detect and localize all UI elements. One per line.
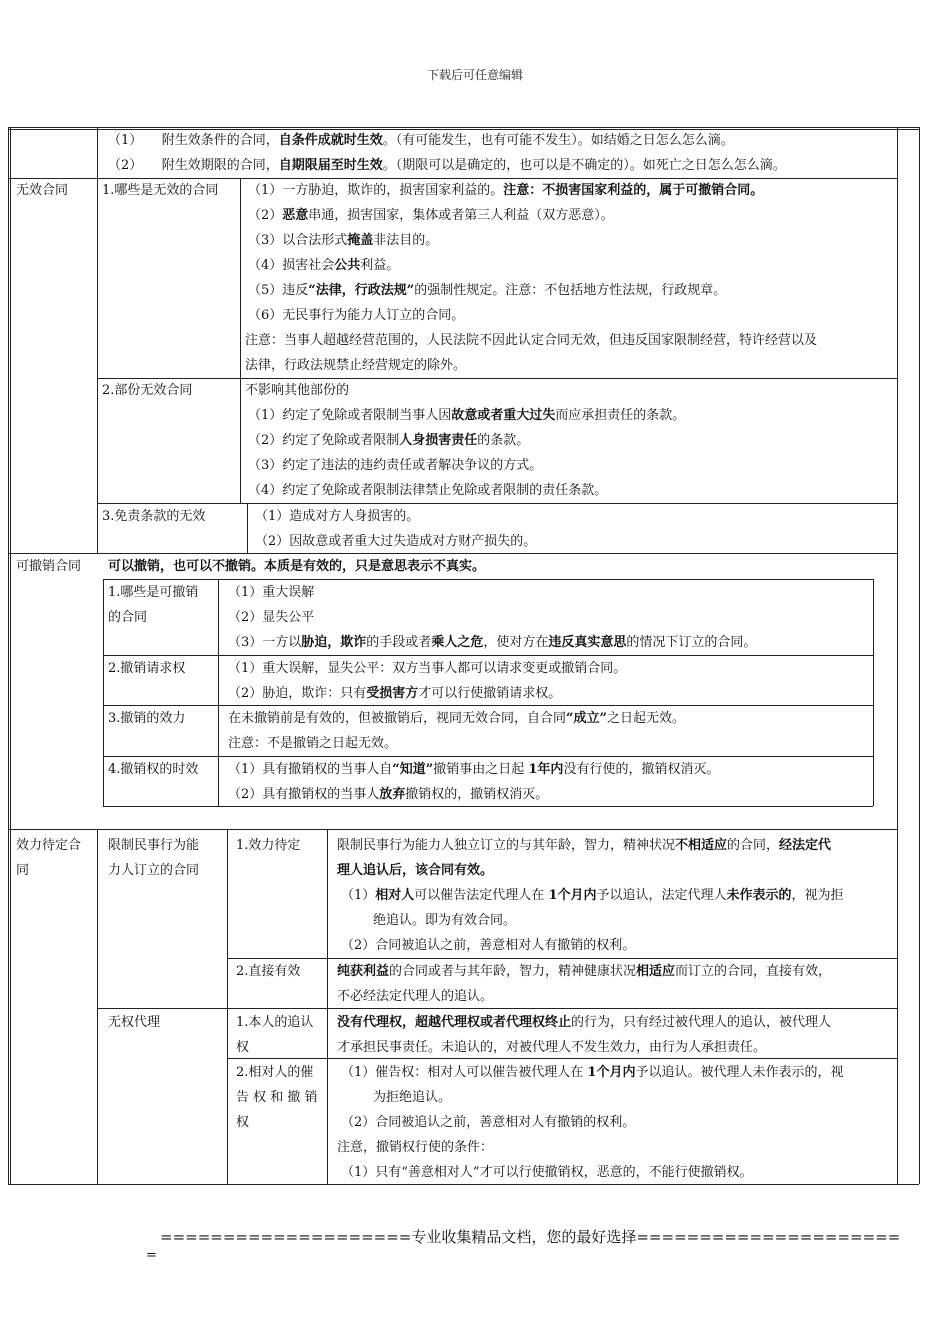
text-run: （2）胁迫，欺诈：只有 [228, 686, 367, 701]
table-text-line [248, 257, 399, 275]
table-text-line [245, 357, 466, 375]
footer-line-2: = [146, 1248, 157, 1263]
table-rule-v [240, 178, 241, 503]
table-text-line [236, 1089, 318, 1107]
text-run: 的合同， [727, 838, 780, 853]
text-run: 。（有可能发生，也有可能不发生）。如结婚之日怎么怎么滴。 [382, 133, 734, 148]
table-text-line [341, 1064, 843, 1082]
text-run: 经法定代 [779, 838, 832, 853]
text-run: 掩盖 [347, 233, 374, 248]
text-run: （1）一方胁迫，欺诈的，损害国家利益的。 [248, 183, 504, 198]
table-rule-v [873, 579, 874, 806]
text-run: 的条款。 [477, 433, 530, 448]
text-run: （2） 附生效期限的合同， [108, 158, 279, 173]
table-text-line [248, 182, 763, 200]
text-run: 1个月内 [587, 1065, 636, 1080]
table-text-line [108, 1014, 160, 1032]
text-run: （1）催告权：相对人可以催告被代理人在 [341, 1065, 588, 1080]
table-text-line [245, 382, 349, 400]
text-run: （3）约定了违法的违约责任或者解决争议的方式。 [248, 458, 543, 473]
table-text-line [102, 508, 205, 526]
table-text-line [248, 232, 438, 250]
text-run: 人身损害责任 [399, 433, 478, 448]
table-text-line [236, 1039, 249, 1057]
table-text-line [16, 837, 81, 855]
text-run: 2.撤销请求权 [108, 661, 186, 676]
text-run: 胁迫，欺诈 [301, 635, 367, 650]
text-run: 1.哪些是可撤销 [108, 585, 199, 600]
table-text-line [16, 862, 29, 880]
text-run: （2）合同被追认之前，善意相对人有撤销的权利。 [341, 938, 636, 953]
table-rule-v [327, 829, 328, 1184]
text-run: 2.部份无效合同 [102, 383, 193, 398]
table-rule-h [97, 378, 897, 379]
text-run: 违反真实意思 [548, 635, 627, 650]
text-run: 限制民事行为能 [108, 838, 200, 853]
table-rule-h [8, 553, 897, 554]
table-text-line [337, 1039, 766, 1057]
table-text-line [248, 432, 529, 450]
table-text-line [236, 963, 300, 981]
table-rule-v [97, 127, 98, 553]
text-run: 的合同或者与其年龄，智力，精神健康状况 [389, 964, 637, 979]
table-text-line [228, 609, 314, 627]
text-run: 法律，行政法规禁止经营规定的除外。 [245, 358, 467, 373]
table-text-line [108, 837, 199, 855]
text-run: “知道” [392, 762, 434, 777]
text-run: 注意：不是撤销之日起无效。 [228, 736, 398, 751]
text-run: （2）约定了免除或者限制 [248, 433, 400, 448]
table-text-line [236, 1014, 313, 1032]
text-run: 不相适应 [675, 838, 728, 853]
text-run: （2）因故意或者重大过失造成对方财产损失的。 [255, 534, 537, 549]
text-run: 的合同 [108, 610, 148, 625]
table-text-line [373, 1089, 451, 1107]
text-run: 4.撤销权的时效 [108, 762, 199, 777]
table-text-line [341, 937, 635, 955]
text-run: 恶意 [282, 208, 309, 223]
text-run: （2）合同被追认之前，善意相对人有撤销的权利。 [341, 1115, 636, 1130]
text-run: 3.免责条款的无效 [102, 509, 206, 524]
table-text-line [108, 609, 147, 627]
text-run: （1）重大误解，显失公平：双方当事人都可以请求变更或撤销合同。 [228, 661, 627, 676]
table-text-line [228, 634, 756, 652]
text-run: 放弃 [379, 787, 406, 802]
table-text-line [108, 558, 485, 576]
text-run: 1个月内 [548, 888, 597, 903]
text-run: （1）约定了免除或者限制当事人因 [248, 408, 452, 423]
text-run: 效力待定合 [16, 838, 82, 853]
table-text-line [16, 558, 81, 576]
text-run: 理人追认后，该合同有效。 [337, 863, 494, 878]
text-run: 才承担民事责任。未追认的，对被代理人不发生效力，由行为人承担责任。 [337, 1040, 767, 1055]
text-run: 才可以行使撤销请求权。 [418, 686, 562, 701]
text-run: （4）损害社会 [248, 258, 335, 273]
text-run: 未作表示的 [726, 888, 792, 903]
text-run: 无权代理 [108, 1015, 161, 1030]
table-rule-v [103, 579, 104, 806]
text-run: 可撤销合同 [16, 559, 82, 574]
table-text-line [248, 307, 464, 325]
text-run: （1）只有“善意相对人”才可以行使撤销权，恶意的，不能行使撤销权。 [341, 1165, 753, 1180]
text-run: 受损害方 [366, 686, 419, 701]
text-run: 自条件成就时生效 [278, 133, 383, 148]
text-run: 不必经法定代理人的追认。 [337, 989, 494, 1004]
table-text-line [102, 382, 192, 400]
text-run: 不影响其他部份的 [245, 383, 350, 398]
table-text-line [337, 862, 493, 880]
text-run: 无效合同 [16, 183, 69, 198]
table-text-line [248, 282, 726, 300]
text-run: 的情况下订立的合同。 [626, 635, 757, 650]
text-run: 1.本人的追认 [236, 1015, 314, 1030]
text-run: 的行为，只有经过被代理人的追认，被代理人 [571, 1015, 832, 1030]
table-text-line [236, 1114, 249, 1132]
text-run: 没有代理权，超越代理权或者代理权终止 [337, 1015, 572, 1030]
table-rule-v [10, 127, 11, 1184]
text-run: （1）造成对方人身损害的。 [255, 509, 420, 524]
text-run: 可以撤销，也可以不撤销。本质是有效的，只是意思表示不真实。 [108, 559, 486, 574]
text-run: 1.效力待定 [236, 838, 301, 853]
text-run: 予以追认，法定代理人 [596, 888, 727, 903]
text-run: （1） 附生效条件的合同， [108, 133, 279, 148]
table-text-line [108, 157, 786, 175]
table-text-line [108, 761, 198, 779]
text-run: （2）显失公平 [228, 610, 315, 625]
table-text-line [108, 660, 185, 678]
table-rule-h [8, 127, 919, 128]
table-text-line [228, 660, 626, 678]
text-run: 绝追认。即为有效合同。 [373, 913, 517, 928]
text-run: 注意：不损害国家利益的，属于可撤销合同。 [503, 183, 764, 198]
table-text-line [248, 407, 685, 425]
text-run: 。（期限可以是确定的，也可以是不确定的）。如死亡之日怎么怎么滴。 [382, 158, 786, 173]
table-text-line [245, 332, 817, 350]
text-run: 权 [236, 1040, 250, 1055]
table-text-line [228, 735, 397, 753]
table-text-line [108, 710, 185, 728]
text-run: 公共 [334, 258, 361, 273]
table-text-line [102, 182, 218, 200]
table-rule-h [8, 129, 919, 130]
table-text-line [228, 761, 719, 779]
table-rule-v [8, 127, 9, 1184]
table-rule-h [8, 829, 897, 830]
text-run: 乘人之危 [431, 635, 484, 650]
text-run: ，视为拒 [791, 888, 844, 903]
table-text-line [228, 584, 314, 602]
table-text-line [108, 132, 734, 150]
table-text-line [236, 837, 300, 855]
text-run: 的手段或者 [366, 635, 432, 650]
table-text-line [228, 685, 561, 703]
text-run: 予以追认。被代理人未作表示的，视 [635, 1065, 844, 1080]
text-run: 的强制性规定。注意：不包括地方性法规，行政规章。 [414, 283, 727, 298]
text-run: （1）重大误解 [228, 585, 315, 600]
table-rule-h [97, 503, 897, 504]
text-run: 权 [236, 1115, 250, 1130]
text-run: （5）违反 [248, 283, 309, 298]
table-rule-h [103, 806, 873, 807]
table-text-line [341, 887, 844, 905]
table-text-line [248, 207, 614, 225]
text-run: 撤销事由之日起 [433, 762, 529, 777]
text-run: 告 权 和 撤 销 [236, 1090, 318, 1105]
table-text-line [16, 182, 68, 200]
text-run: 1年内 [528, 762, 564, 777]
text-run: 相对人 [375, 888, 415, 903]
table-text-line [255, 533, 536, 551]
text-run: 串通，损害国家，集体或者第三人利益（双方恶意）。 [308, 208, 614, 223]
table-rule-v [218, 579, 219, 806]
table-text-line [248, 482, 607, 500]
table-text-line [108, 584, 198, 602]
text-run: 同 [16, 863, 30, 878]
table-rule-h [8, 1184, 919, 1185]
text-run: 2.直接有效 [236, 964, 301, 979]
text-run: 注意，撤销权行使的条件： [337, 1140, 494, 1155]
table-text-line [248, 457, 542, 475]
page-header: 下载后可任意编辑 [426, 68, 523, 82]
table-text-line [337, 963, 831, 981]
text-run: 纯获利益 [337, 964, 390, 979]
table-text-line [236, 1064, 313, 1082]
table-text-line [255, 508, 419, 526]
text-run: 故意或者重大过失 [451, 408, 556, 423]
text-run: 3.撤销的效力 [108, 711, 186, 726]
text-run: 没有行使的，撤销权消灭。 [563, 762, 720, 777]
table-text-line [228, 786, 548, 804]
table-rule-v [247, 503, 248, 553]
text-run: 力人订立的合同 [108, 863, 200, 878]
table-text-line [337, 988, 493, 1006]
table-rule-h [8, 178, 897, 179]
table-rule-v [919, 127, 920, 1184]
table-text-line [341, 1114, 635, 1132]
table-text-line [337, 1139, 493, 1157]
text-run: 非法目的。 [373, 233, 439, 248]
footer-line: ====================专业收集精品文档，您的最好选择===================== [160, 1228, 901, 1246]
text-run: 利益。 [360, 258, 400, 273]
text-run: 可以催告法定代理人在 [414, 888, 549, 903]
text-run: 自期限届至时生效 [278, 158, 383, 173]
text-run: 相适应 [636, 964, 676, 979]
table-rule-v [97, 829, 98, 1184]
table-text-line [373, 912, 516, 930]
table-rule-v [227, 829, 228, 1184]
table-text-line [337, 837, 831, 855]
text-run: “成立” [566, 711, 607, 726]
text-run: 撤销权的，撤销权消灭。 [405, 787, 549, 802]
text-run: 而应承担责任的条款。 [555, 408, 686, 423]
text-run: 2.相对人的催 [236, 1065, 314, 1080]
text-run: ，使对方在 [483, 635, 549, 650]
table-text-line [341, 1164, 753, 1182]
table-text-line [337, 1014, 831, 1032]
text-run: 注意：当事人超越经营范围的，人民法院不因此认定合同无效，但违反国家限制经营，特许经营以及 [245, 333, 818, 348]
text-run: 为拒绝追认。 [373, 1090, 452, 1105]
text-run: 之日起无效。 [606, 711, 685, 726]
table-text-line [108, 862, 199, 880]
text-run: 1.哪些是无效的合同 [102, 183, 219, 198]
text-run: （3）以合法形式 [248, 233, 348, 248]
text-run: （4）约定了免除或者限制法律禁止免除或者限制的责任条款。 [248, 483, 608, 498]
text-run: 而订立的合同，直接有效， [675, 964, 832, 979]
text-run: “法律，行政法规” [308, 283, 415, 298]
table-text-line [228, 710, 685, 728]
text-run: 限制民事行为能力人独立订立的与其年龄，智力，精神状况 [337, 838, 676, 853]
text-run: （1）具有撤销权的当事人自 [228, 762, 393, 777]
text-run: （2） [248, 208, 283, 223]
text-run: （1） [341, 888, 376, 903]
text-run: （6）无民事行为能力人订立的合同。 [248, 308, 465, 323]
table-rule-v [897, 127, 898, 1184]
text-run: 在未撤销前是有效的，但被撤销后，视同无效合同，自合同 [228, 711, 567, 726]
table-rule-h [97, 1008, 897, 1009]
text-run: （3）一方以 [228, 635, 302, 650]
text-run: （2）具有撤销权的当事人 [228, 787, 380, 802]
